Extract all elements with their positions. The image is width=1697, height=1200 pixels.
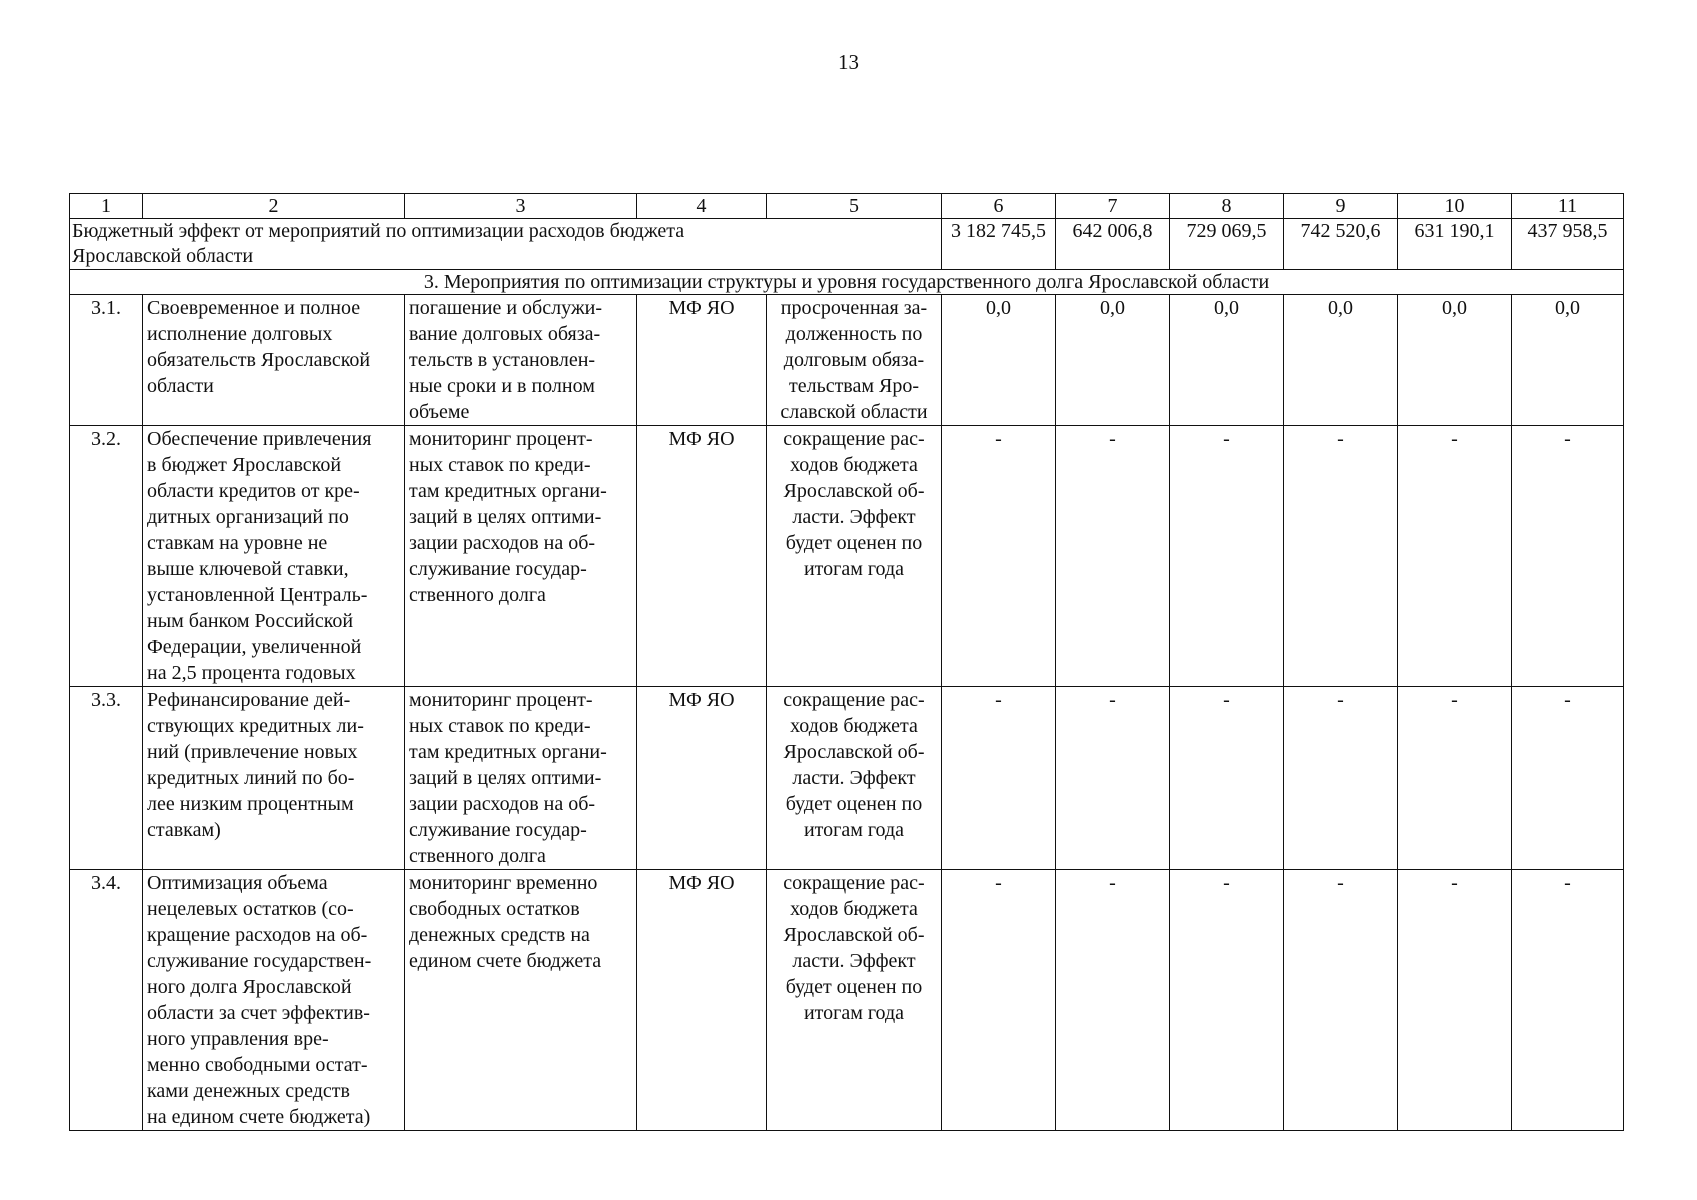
- result-cell: сокращение рас- ходов бюджета Ярославской об- ласти. Эффект будет оценен по итогам года: [767, 426, 942, 687]
- result-cell: просроченная за- долженность по долговым обяза- тельствам Яро- славской области: [767, 295, 942, 426]
- measures-table: [69, 193, 1624, 1131]
- measure-cell: Своевременное и полное исполнение долговых обязательств Ярославской области: [143, 295, 405, 426]
- mechanism-cell: погашение и обслужи- вание долговых обяза- тельств в установлен- ные сроки и в полном объеме: [405, 295, 637, 426]
- value-cell: -: [1284, 870, 1398, 1131]
- column-number: 4: [637, 194, 767, 219]
- executor-cell: МФ ЯО: [637, 295, 767, 426]
- mechanism-cell: мониторинг процент- ных ставок по креди- там кредитных органи- заций в целях оптими- зации расходов на об- служивание государ- ственного долга: [405, 687, 637, 870]
- value-cell: -: [1170, 870, 1284, 1131]
- measure-cell: Оптимизация объема нецелевых остатков (со- кращение расходов на об- служивание государствен- ного долга Ярославской области за счет эффектив- ного управления вре- менно свободными остат- ками денежных средств на едином счете бюджета): [143, 870, 405, 1131]
- column-number: 10: [1398, 194, 1512, 219]
- row-number: 3.2.: [70, 426, 143, 687]
- table-row: [70, 870, 1624, 1131]
- row-number: 3.3.: [70, 687, 143, 870]
- table-row: [70, 687, 1624, 870]
- budget-effect-value: 742 520,6: [1284, 219, 1398, 270]
- budget-effect-value: 437 958,5: [1512, 219, 1624, 270]
- column-number: 9: [1284, 194, 1398, 219]
- executor-cell: МФ ЯО: [637, 870, 767, 1131]
- value-cell: -: [1056, 426, 1170, 687]
- result-cell: сокращение рас- ходов бюджета Ярославской об- ласти. Эффект будет оценен по итогам года: [767, 870, 942, 1131]
- value-cell: -: [1398, 687, 1512, 870]
- page-number: 13: [838, 50, 859, 74]
- value-cell: 0,0: [1170, 295, 1284, 426]
- column-number-row: [70, 194, 1624, 219]
- budget-effect-value: 3 182 745,5: [942, 219, 1056, 270]
- value-cell: 0,0: [1398, 295, 1512, 426]
- value-cell: 0,0: [1056, 295, 1170, 426]
- budget-effect-value: 642 006,8: [1056, 219, 1170, 270]
- budget-effect-value: 729 069,5: [1170, 219, 1284, 270]
- column-number: 6: [942, 194, 1056, 219]
- value-cell: -: [1284, 687, 1398, 870]
- column-number: 7: [1056, 194, 1170, 219]
- budget-effect-row: [70, 219, 1624, 270]
- table-row: [70, 426, 1624, 687]
- value-cell: -: [1398, 426, 1512, 687]
- value-cell: 0,0: [1284, 295, 1398, 426]
- column-number: 8: [1170, 194, 1284, 219]
- value-cell: -: [1056, 870, 1170, 1131]
- value-cell: -: [942, 687, 1056, 870]
- value-cell: -: [1170, 687, 1284, 870]
- mechanism-cell: мониторинг процент- ных ставок по креди- там кредитных органи- заций в целях оптими- зации расходов на об- служивание государ- ственного долга: [405, 426, 637, 687]
- column-number: 2: [143, 194, 405, 219]
- value-cell: -: [942, 426, 1056, 687]
- value-cell: -: [942, 870, 1056, 1131]
- value-cell: -: [1170, 426, 1284, 687]
- row-number: 3.4.: [70, 870, 143, 1131]
- column-number: 1: [70, 194, 143, 219]
- value-cell: -: [1284, 426, 1398, 687]
- column-number: 3: [405, 194, 637, 219]
- section-heading-row: [70, 270, 1624, 295]
- section-title: 3. Мероприятия по оптимизации структуры и уровня государственного долга Ярославской области: [70, 270, 1624, 295]
- value-cell: -: [1056, 687, 1170, 870]
- value-cell: -: [1398, 870, 1512, 1131]
- value-cell: 0,0: [942, 295, 1056, 426]
- mechanism-cell: мониторинг временно свободных остатков денежных средств на едином счете бюджета: [405, 870, 637, 1131]
- budget-effect-label: Бюджетный эффект от мероприятий по оптимизации расходов бюджета Ярославской области: [70, 219, 942, 270]
- table-row: [70, 295, 1624, 426]
- result-cell: сокращение рас- ходов бюджета Ярославской об- ласти. Эффект будет оценен по итогам года: [767, 687, 942, 870]
- value-cell: 0,0: [1512, 295, 1624, 426]
- measure-cell: Рефинансирование дей- ствующих кредитных ли- ний (привлечение новых кредитных линий по бо- лее низким процентным ставкам): [143, 687, 405, 870]
- measure-cell: Обеспечение привлечения в бюджет Ярославской области кредитов от кре- дитных организаций по ставкам на уровне не выше ключевой ставки, установленной Централь- ным банком Российской Федерации, увеличенной на 2,5 процента годовых: [143, 426, 405, 687]
- executor-cell: МФ ЯО: [637, 687, 767, 870]
- executor-cell: МФ ЯО: [637, 426, 767, 687]
- column-number: 5: [767, 194, 942, 219]
- column-number: 11: [1512, 194, 1624, 219]
- value-cell: -: [1512, 687, 1624, 870]
- budget-effect-value: 631 190,1: [1398, 219, 1512, 270]
- value-cell: -: [1512, 870, 1624, 1131]
- value-cell: -: [1512, 426, 1624, 687]
- row-number: 3.1.: [70, 295, 143, 426]
